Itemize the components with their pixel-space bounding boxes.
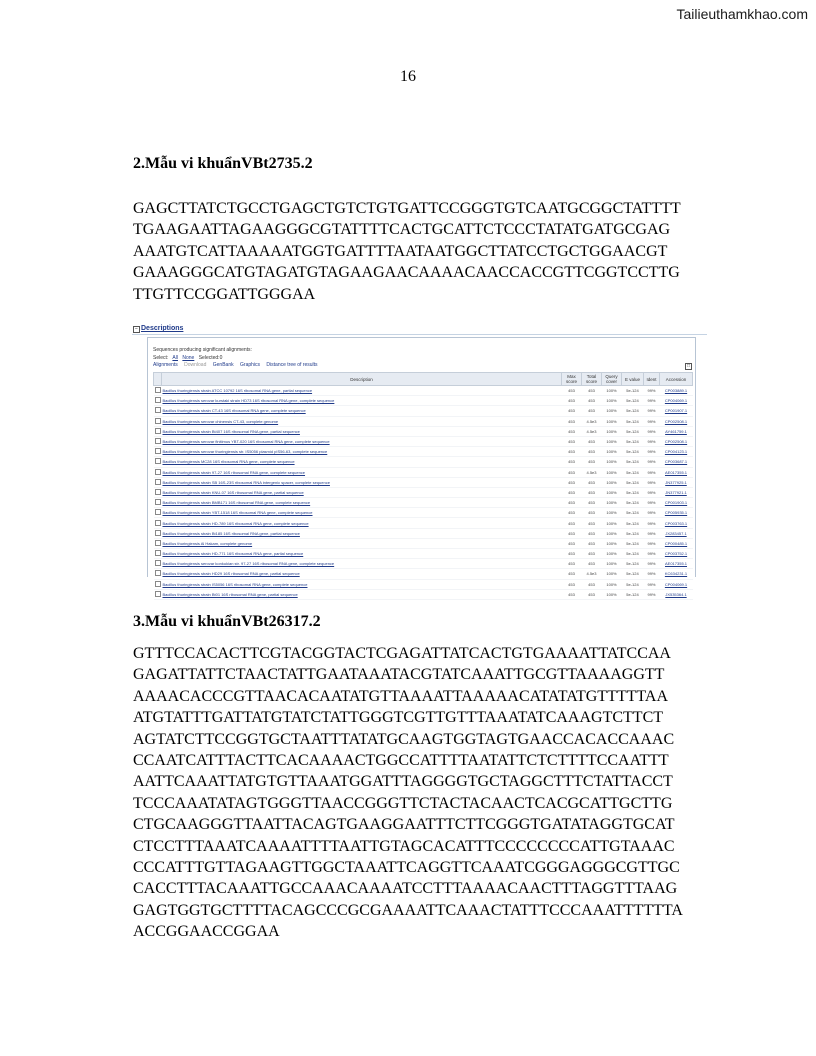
- cell-query-cover: 100%: [602, 589, 622, 599]
- cell-accession[interactable]: JN377921.1: [660, 487, 693, 497]
- cell-ident: 99%: [644, 487, 660, 497]
- sequence-line: TTGTTCCGGATTGGGAA: [133, 285, 316, 303]
- sequence-line: AAATGTCATTAAAAATGGTGATTTTAATAATGGCTTATCCTGCTGGAACGT: [133, 242, 668, 260]
- cell-description[interactable]: Bacillus thuringiensis strain Bt01 16S ribosomal RNA gene, partial sequence: [162, 589, 562, 599]
- cell-ident: 99%: [644, 396, 660, 406]
- cell-description[interactable]: Bacillus thuringiensis strain SB 16S-23S ribosomal RNA intergenic spacer, complete sequence: [162, 477, 562, 487]
- cell-e-value: 5e-124: [622, 416, 644, 426]
- cell-total-score: 453: [582, 498, 602, 508]
- cell-accession[interactable]: JX283457.1: [660, 528, 693, 538]
- cell-max-score: 453: [562, 589, 582, 599]
- table-row: [154, 457, 693, 467]
- sequence-line: GAGTGGTGCTTTTACAGCCCGCGAAAATTCAAACTATTTCCCAAATTTTTTA: [133, 901, 683, 919]
- cell-accession[interactable]: CP002508.1: [660, 416, 693, 426]
- cell-description[interactable]: Bacillus thuringiensis serovar thuringiensis str. IS5056 plasmid pIS56-63, complete sequence: [162, 447, 562, 457]
- collapse-icon[interactable]: −: [133, 326, 140, 333]
- cell-query-cover: 100%: [602, 477, 622, 487]
- cell-max-score: 453: [562, 579, 582, 589]
- alignments-button[interactable]: Alignments: [153, 362, 178, 368]
- cell-total-score: 453: [582, 528, 602, 538]
- cell-description[interactable]: Bacillus thuringiensis MC28 16S ribosomal RNA gene, complete sequence: [162, 457, 562, 467]
- cell-query-cover: 100%: [602, 518, 622, 528]
- cell-max-score: 453: [562, 538, 582, 548]
- row-checkbox[interactable]: [154, 549, 162, 559]
- cell-max-score: 453: [562, 416, 582, 426]
- cell-e-value: 5e-124: [622, 549, 644, 559]
- cell-total-score: 4.5e3: [582, 467, 602, 477]
- cell-description[interactable]: Bacillus thuringiensis serovar chinensis CT-43, complete genome: [162, 416, 562, 426]
- cell-ident: 99%: [644, 589, 660, 599]
- cell-ident: 99%: [644, 447, 660, 457]
- hits-table: [153, 372, 693, 600]
- col-header-e-value[interactable]: E value: [622, 373, 644, 386]
- table-row: [154, 386, 693, 396]
- table-row: [154, 538, 693, 548]
- cell-query-cover: 100%: [602, 467, 622, 477]
- cell-total-score: 4.5e3: [582, 416, 602, 426]
- cell-query-cover: 100%: [602, 508, 622, 518]
- row-checkbox[interactable]: [154, 569, 162, 579]
- panel-toggle-icon[interactable]: □: [686, 363, 691, 369]
- cell-e-value: 5e-124: [622, 579, 644, 589]
- cell-ident: 99%: [644, 549, 660, 559]
- cell-e-value: 5e-124: [622, 487, 644, 497]
- cell-e-value: 5e-124: [622, 559, 644, 569]
- results-toolbar: [153, 362, 323, 368]
- cell-e-value: 5e-124: [622, 396, 644, 406]
- cell-query-cover: 100%: [602, 416, 622, 426]
- cell-e-value: 5e-124: [622, 518, 644, 528]
- row-checkbox[interactable]: [154, 426, 162, 436]
- cell-description[interactable]: Bacillus thuringiensis strain BMB171 16S ribosomal RNA gene, complete sequence: [162, 498, 562, 508]
- select-all-link[interactable]: All: [172, 355, 178, 361]
- cell-e-value: 5e-124: [622, 467, 644, 477]
- cell-max-score: 453: [562, 518, 582, 528]
- cell-max-score: 453: [562, 386, 582, 396]
- cell-description[interactable]: Bacillus thuringiensis strain ATCC 10792 16S ribosomal RNA gene, partial sequence: [162, 386, 562, 396]
- row-checkbox[interactable]: [154, 487, 162, 497]
- cell-total-score: 453: [582, 549, 602, 559]
- cell-max-score: 453: [562, 396, 582, 406]
- cell-max-score: 453: [562, 406, 582, 416]
- table-row: [154, 406, 693, 416]
- cell-total-score: 453: [582, 559, 602, 569]
- cell-max-score: 453: [562, 457, 582, 467]
- cell-total-score: 453: [582, 386, 602, 396]
- sequence-line: TCCCAAATATAGTGGGTTAACCGGGTTCTACTACAACTCACGCATTGCTTG: [133, 794, 673, 812]
- download-button[interactable]: Download: [184, 362, 207, 368]
- cell-ident: 99%: [644, 498, 660, 508]
- cell-ident: 99%: [644, 416, 660, 426]
- select-none-link[interactable]: None: [182, 355, 195, 361]
- cell-query-cover: 100%: [602, 447, 622, 457]
- sequence-line: CTCCTTTAAATCAAAATTTTAATTGTAGCACATTTCCCCCCCCATTGTAAAC: [133, 837, 675, 855]
- cell-ident: 99%: [644, 508, 660, 518]
- alignments-subtitle: Sequences producing significant alignments:: [153, 347, 252, 353]
- descriptions-panel: [147, 337, 696, 597]
- cell-e-value: 5e-124: [622, 528, 644, 538]
- table-row: [154, 447, 693, 457]
- hits-table-header: [154, 373, 693, 386]
- cell-query-cover: 100%: [602, 426, 622, 436]
- cell-description[interactable]: Bacillus thuringiensis strain 97-27 16S ribosomal RNA gene, complete sequence: [162, 467, 562, 477]
- row-checkbox[interactable]: [154, 447, 162, 457]
- cell-total-score: 453: [582, 508, 602, 518]
- distance-tree-link[interactable]: Distance tree of results: [266, 362, 318, 368]
- cell-description[interactable]: Bacillus thuringiensis strain CT-43 16S ribosomal RNA gene, complete sequence: [162, 406, 562, 416]
- cell-description[interactable]: Bacillus thuringiensis strain YBT-1518 16S ribosomal RNA gene, complete sequence: [162, 508, 562, 518]
- cell-ident: 99%: [644, 477, 660, 487]
- row-checkbox[interactable]: [154, 477, 162, 487]
- sequence-line: CCCATTTGTTAGAAGTTGGCTAAATTCAGGTTCAAATCGGGAGGGCGTTGC: [133, 859, 680, 877]
- table-row: [154, 589, 693, 599]
- cell-accession[interactable]: CP003763.1: [660, 518, 693, 528]
- cell-accession[interactable]: AE017355.1: [660, 559, 693, 569]
- table-row: [154, 477, 693, 487]
- dna-sequence-vbt2735: [133, 198, 753, 305]
- page-number: 16: [400, 68, 416, 85]
- select-row: [153, 355, 225, 361]
- cell-accession[interactable]: KC634231.1: [660, 569, 693, 579]
- sequence-line: CTGCAAGGGTTAATTACAGTGAAGGAATTTCTTCGGGTGATATAGGTGCAT: [133, 816, 675, 834]
- cell-accession[interactable]: CP005935.1: [660, 508, 693, 518]
- cell-max-score: 453: [562, 549, 582, 559]
- row-checkbox[interactable]: [154, 538, 162, 548]
- cell-accession[interactable]: CP003687.1: [660, 457, 693, 467]
- row-checkbox[interactable]: [154, 467, 162, 477]
- cell-e-value: 5e-124: [622, 426, 644, 436]
- cell-e-value: 5e-124: [622, 457, 644, 467]
- row-checkbox[interactable]: [154, 436, 162, 446]
- row-checkbox[interactable]: [154, 579, 162, 589]
- cell-max-score: 453: [562, 426, 582, 436]
- cell-accession[interactable]: CP003889.1: [660, 386, 693, 396]
- cell-ident: 99%: [644, 518, 660, 528]
- cell-e-value: 5e-124: [622, 477, 644, 487]
- cell-query-cover: 100%: [602, 436, 622, 446]
- table-row: [154, 467, 693, 477]
- cell-total-score: 453: [582, 538, 602, 548]
- cell-accession[interactable]: JX535364.1: [660, 589, 693, 599]
- cell-total-score: 453: [582, 518, 602, 528]
- cell-ident: 99%: [644, 538, 660, 548]
- cell-e-value: 5e-124: [622, 589, 644, 599]
- sequence-line: CACCTTTACAAATTGCCAAACAAAATCCTTTAAAACAACTTTAGGTTTAAG: [133, 880, 678, 898]
- table-row: [154, 508, 693, 518]
- cell-ident: 99%: [644, 528, 660, 538]
- cell-total-score: 4.5e3: [582, 569, 602, 579]
- sequence-line: CCAATCATTTACTTCACAAAACTGGCCATTTTAATATTCTCTTTTCCAATTT: [133, 752, 669, 770]
- row-checkbox[interactable]: [154, 508, 162, 518]
- sequence-line: GAAAGGGCATGTAGATGTAGAAGAACAAAACAACCACCGTTCGGTCCTTG: [133, 264, 680, 282]
- cell-query-cover: 100%: [602, 498, 622, 508]
- sequence-line: AGTATCTTCCGGTGCTAATTTATATGCAAGTGGTAGTGAACCACACCAAAC: [133, 730, 675, 748]
- cell-max-score: 453: [562, 487, 582, 497]
- sequence-line: GAGATTATTCTAACTATTGAATAAATACGTATCAAATTGCGTTAAAAGGTT: [133, 666, 665, 684]
- cell-description[interactable]: Bacillus thuringiensis Al Hakam, complete genome: [162, 538, 562, 548]
- sequence-line: ACCGGAACCGGAA: [133, 923, 280, 941]
- cell-max-score: 453: [562, 447, 582, 457]
- genbank-link[interactable]: GenBank: [212, 362, 234, 368]
- cell-description[interactable]: Bacillus thuringiensis strain HD-771 16S ribosomal RNA gene, partial sequence: [162, 549, 562, 559]
- cell-accession[interactable]: AE017355.1: [660, 467, 693, 477]
- select-label: Select:: [153, 355, 169, 361]
- table-row: [154, 426, 693, 436]
- table-row: [154, 549, 693, 559]
- cell-total-score: 453: [582, 477, 602, 487]
- table-row: [154, 436, 693, 446]
- cell-ident: 99%: [644, 436, 660, 446]
- cell-e-value: 5e-124: [622, 436, 644, 446]
- section-heading-vbt26317: 3.Mẫu vi khuẩnVBt26317.2: [133, 613, 321, 630]
- cell-total-score: 453: [582, 487, 602, 497]
- sequence-line: AAAACACCCGTTAACACAATATGTTAAAATTAAAAACATATATGTTTTTAA: [133, 687, 668, 705]
- cell-ident: 99%: [644, 559, 660, 569]
- cell-max-score: 453: [562, 436, 582, 446]
- cell-query-cover: 100%: [602, 549, 622, 559]
- row-checkbox[interactable]: [154, 498, 162, 508]
- cell-e-value: 5e-124: [622, 538, 644, 548]
- cell-total-score: 4.5e3: [582, 426, 602, 436]
- cell-max-score: 453: [562, 498, 582, 508]
- sequence-line: TGAAGAATTAGAAGGGCGTATTTTCACTGCATTCTCCCTATATGATGCGAG: [133, 221, 671, 239]
- col-header-query-cover[interactable]: Query cover: [602, 373, 622, 386]
- cell-ident: 99%: [644, 579, 660, 589]
- cell-ident: 99%: [644, 457, 660, 467]
- cell-ident: 99%: [644, 426, 660, 436]
- cell-query-cover: 100%: [602, 396, 622, 406]
- cell-ident: 99%: [644, 406, 660, 416]
- cell-query-cover: 100%: [602, 487, 622, 497]
- cell-total-score: 453: [582, 579, 602, 589]
- cell-accession[interactable]: CP000485.1: [660, 538, 693, 548]
- col-header-select: [154, 373, 162, 386]
- row-checkbox[interactable]: [154, 559, 162, 569]
- table-row: [154, 416, 693, 426]
- cell-e-value: 5e-124: [622, 569, 644, 579]
- cell-query-cover: 100%: [602, 386, 622, 396]
- table-row: [154, 498, 693, 508]
- cell-description[interactable]: Bacillus thuringiensis serovar kurstaki strain HD73 16S ribosomal RNA gene, complete sequence: [162, 396, 562, 406]
- cell-max-score: 453: [562, 508, 582, 518]
- row-checkbox[interactable]: [154, 386, 162, 396]
- cell-accession[interactable]: JN377925.1: [660, 477, 693, 487]
- row-checkbox[interactable]: [154, 406, 162, 416]
- sequence-line: GTTTCCACACTTCGTACGGTACTCGAGATTATCACTGTGAAAATTATCCAA: [133, 645, 671, 662]
- table-row: [154, 528, 693, 538]
- cell-max-score: 453: [562, 467, 582, 477]
- table-row: [154, 579, 693, 589]
- table-row: [154, 518, 693, 528]
- cell-total-score: 453: [582, 589, 602, 599]
- cell-description[interactable]: Bacillus thuringiensis strain HD-789 16S ribosomal RNA gene, complete sequence: [162, 518, 562, 528]
- cell-query-cover: 100%: [602, 569, 622, 579]
- cell-total-score: 453: [582, 396, 602, 406]
- cell-description[interactable]: Bacillus thuringiensis strain IS5056 16S ribosomal RNA gene, complete sequence: [162, 579, 562, 589]
- row-checkbox[interactable]: [154, 518, 162, 528]
- graphics-link[interactable]: Graphics: [240, 362, 261, 368]
- row-checkbox[interactable]: [154, 457, 162, 467]
- cell-accession[interactable]: AY461759.1: [660, 426, 693, 436]
- cell-query-cover: 100%: [602, 457, 622, 467]
- cell-description[interactable]: Bacillus thuringiensis strain KNU-07 16S ribosomal RNA gene, partial sequence: [162, 487, 562, 497]
- cell-e-value: 5e-124: [622, 406, 644, 416]
- cell-query-cover: 100%: [602, 406, 622, 416]
- descriptions-header: [132, 325, 707, 335]
- cell-max-score: 453: [562, 569, 582, 579]
- cell-total-score: 453: [582, 406, 602, 416]
- section-heading-vbt2735: 2.Mẫu vi khuẩnVBt2735.2: [133, 155, 313, 172]
- cell-query-cover: 100%: [602, 538, 622, 548]
- table-row: [154, 487, 693, 497]
- row-checkbox[interactable]: [154, 416, 162, 426]
- cell-ident: 99%: [644, 386, 660, 396]
- cell-e-value: 5e-124: [622, 386, 644, 396]
- cell-total-score: 453: [582, 457, 602, 467]
- cell-accession[interactable]: CP001903.1: [660, 498, 693, 508]
- cell-query-cover: 100%: [602, 579, 622, 589]
- table-row: [154, 396, 693, 406]
- col-header-ident[interactable]: Ident: [644, 373, 660, 386]
- cell-e-value: 5e-124: [622, 498, 644, 508]
- col-header-accession[interactable]: Accession: [660, 373, 693, 386]
- table-row: [154, 569, 693, 579]
- cell-accession[interactable]: CP002508.1: [660, 436, 693, 446]
- cell-query-cover: 100%: [602, 559, 622, 569]
- col-header-description[interactable]: Description: [162, 373, 562, 386]
- cell-query-cover: 100%: [602, 528, 622, 538]
- cell-max-score: 453: [562, 528, 582, 538]
- blast-results-screenshot: [132, 325, 707, 597]
- dna-sequence-vbt26317: [133, 643, 753, 943]
- cell-accession[interactable]: CP001907.1: [660, 406, 693, 416]
- cell-accession[interactable]: CP004069.1: [660, 396, 693, 406]
- sequence-line: AATTCAAATTATGTGTTAAATGGATTTAGGGGTGCTAGGCTTTCTATTACCT: [133, 773, 673, 791]
- col-header-max-score[interactable]: Max score: [562, 373, 582, 386]
- cell-description[interactable]: Bacillus thuringiensis strain Bt407 16S ribosomal RNA gene, partial sequence: [162, 426, 562, 436]
- cell-ident: 99%: [644, 569, 660, 579]
- cell-e-value: 5e-124: [622, 447, 644, 457]
- descriptions-link[interactable]: Descriptions: [141, 325, 184, 332]
- cell-description[interactable]: Bacillus thuringiensis serovar konkukian str. 97-27 16S ribosomal RNA gene, complete sequence: [162, 559, 562, 569]
- cell-total-score: 453: [582, 436, 602, 446]
- cell-ident: 99%: [644, 467, 660, 477]
- cell-accession[interactable]: CP004069.1: [660, 579, 693, 589]
- cell-description[interactable]: Bacillus thuringiensis strain HD29 16S ribosomal RNA gene, partial sequence: [162, 569, 562, 579]
- sequence-line: GAGCTTATCTGCCTGAGCTGTCTGTGATTCCGGGTGTCAATGCGGCTATTTT: [133, 200, 681, 217]
- row-checkbox[interactable]: [154, 528, 162, 538]
- selected-count: Selected:0: [198, 355, 223, 361]
- cell-max-score: 453: [562, 477, 582, 487]
- row-checkbox[interactable]: [154, 396, 162, 406]
- cell-description[interactable]: Bacillus thuringiensis strain Bt185 16S ribosomal RNA gene, partial sequence: [162, 528, 562, 538]
- cell-total-score: 453: [582, 447, 602, 457]
- cell-accession[interactable]: CP003752.1: [660, 549, 693, 559]
- watermark: Tailieuthamkhao.com: [676, 6, 808, 22]
- cell-e-value: 5e-124: [622, 508, 644, 518]
- table-row: [154, 559, 693, 569]
- cell-max-score: 453: [562, 559, 582, 569]
- col-header-total-score[interactable]: Total score: [582, 373, 602, 386]
- cell-description[interactable]: Bacillus thuringiensis serovar finitimus YBT-020 16S ribosomal RNA gene, complete sequence: [162, 436, 562, 446]
- row-checkbox[interactable]: [154, 589, 162, 599]
- cell-accession[interactable]: CP004123.1: [660, 447, 693, 457]
- sequence-line: ATGTATTTGATTATGTATCTATTGGGTCGTTGTTTAAATATCAAAGTCTTCT: [133, 709, 664, 727]
